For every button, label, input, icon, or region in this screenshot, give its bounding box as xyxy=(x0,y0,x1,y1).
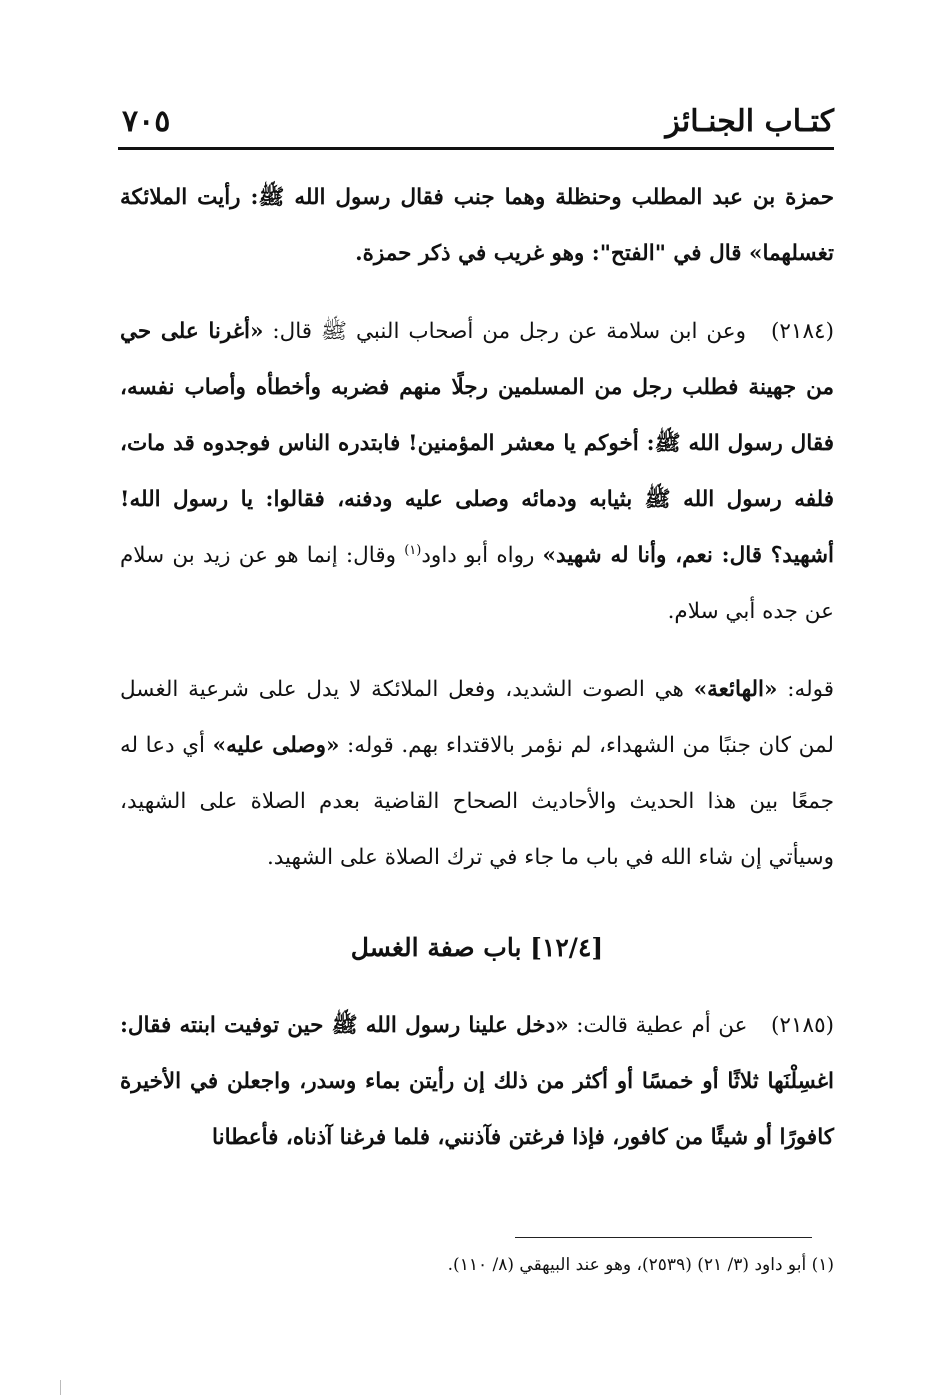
hadith-intro: عن أم عطية قالت: xyxy=(576,1013,748,1038)
section-heading: [١٢/٤] باب صفة الغسل xyxy=(350,933,604,962)
commentary-text: هي الصوت الشديد، وفعل الملائكة لا يدل على شرعية الغسل لمن كان جنبًا من الشهداء، لم نؤمر بالاقتداء بهم. قوله: xyxy=(120,677,834,758)
footnote-rule xyxy=(515,1237,812,1238)
hadith-source: رواه أبو داود xyxy=(421,543,535,568)
commentary-paragraph xyxy=(120,662,834,886)
page-number: ٧٠٥ xyxy=(122,104,171,139)
hadith-tail: وقال: إنما هو عن زيد بن سلام عن جده أبي سلام. xyxy=(120,543,834,624)
page-header xyxy=(118,100,834,148)
hadith-intro: وعن ابن سلامة عن رجل من أصحاب النبي ﷺ قال: xyxy=(272,319,746,344)
footnote-reference[interactable]: (١) xyxy=(404,542,422,558)
commentary-term: «وصلى عليه» xyxy=(212,733,340,758)
footnote: (١) أبو داود (٣/ ٢١) (٢٥٣٩)، وهو عند البيهقي (٨/ ١١٠). xyxy=(447,1255,834,1275)
book-title: كتـاب الجنـائز xyxy=(665,104,834,139)
hadith-quote: «دخل علينا رسول الله ﷺ حين توفيت ابنته فقال: اغسِلْنَها ثلاثًا أو خمسًا أو أكثر من ذلك إن رأيتن بماء وسدر، واجعلن في الأخيرة كافورًا أو شيئًا من كافور، فإذا فرغتن فآذنني، فلما فرغنا آذناه، فأعطانا xyxy=(120,1013,834,1150)
commentary-text: أي دعا له جمعًا بين هذا الحديث والأحاديث الصحاح القاضية بعدم الصلاة على الشهيد، وسيأتي إن شاء الله في باب ما جاء في ترك الصلاة على الشهيد. xyxy=(120,733,834,870)
commentary-term: «الهائعة» xyxy=(693,677,778,702)
hadith-number: (٢١٨٥) xyxy=(771,1013,835,1038)
hadith-2185 xyxy=(120,998,834,1166)
main-text xyxy=(120,170,834,1166)
hadith-number: (٢١٨٤) xyxy=(770,319,834,344)
scan-artifact xyxy=(60,1380,61,1395)
commentary-text: قوله: xyxy=(787,677,835,702)
paragraph-continuation: حمزة بن عبد المطلب وحنظلة وهما جنب فقال رسول الله ﷺ: رأيت الملائكة تغسلهما» قال في "الفتح": وهو غريب في ذكر حمزة. xyxy=(120,185,834,266)
header-rule xyxy=(118,147,834,150)
hadith-2184 xyxy=(120,304,834,640)
hadith-quote: «أغرنا على حي من جهينة فطلب رجل من المسلمين رجلًا منهم فضربه وأخطأه وأصاب نفسه، فقال رسول الله ﷺ: أخوكم يا معشر المؤمنين! فابتدره الناس فوجدوه قد مات، فلفه رسول الله ﷺ بثيابه ودمائه وصلى عليه ودفنه، فقالوا: يا رسول الله! أشهيد؟ قال: نعم، وأنا له شهيد» xyxy=(120,319,834,568)
